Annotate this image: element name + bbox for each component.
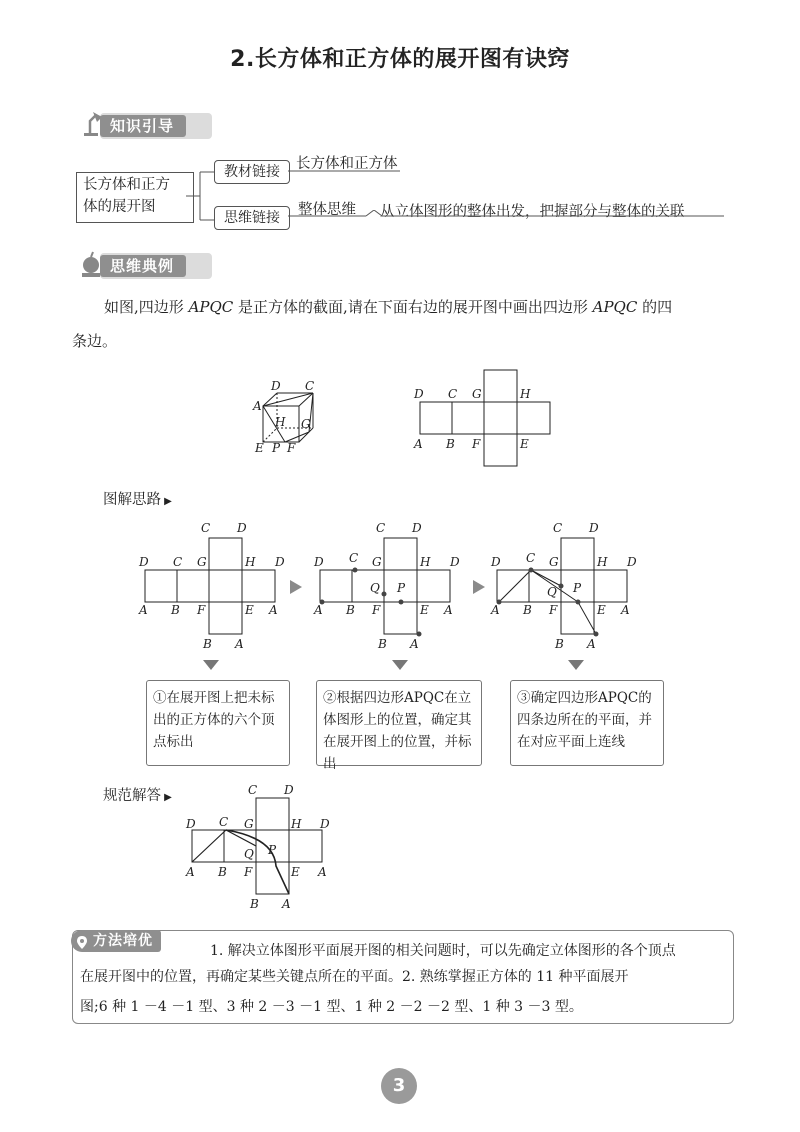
question-line1: 如图,四边形 APQC 是正方体的截面,请在下面右边的展开图中画出四边形 APQC 的四 xyxy=(104,298,673,316)
subhead-diagram: 图解思路 ▶ xyxy=(103,492,172,508)
svg-text:F: F xyxy=(244,865,253,879)
svg-text:B: B xyxy=(378,637,387,651)
svg-text:B: B xyxy=(218,865,227,879)
svg-text:Q: Q xyxy=(370,581,380,595)
svg-text:B: B xyxy=(523,603,532,617)
svg-text:C: C xyxy=(248,783,258,797)
svg-text:D: D xyxy=(491,555,501,569)
svg-text:Q: Q xyxy=(547,585,557,599)
svg-text:P: P xyxy=(397,581,406,595)
subhead-answer: 规范解答 ▶ xyxy=(103,788,172,804)
svg-text:D: D xyxy=(275,555,285,569)
mindmap-root xyxy=(76,172,194,223)
section-title-knowledge: 知识引导 xyxy=(100,115,186,137)
mindmap-branch2-detail: 从立体图形的整体出发，把握部分与整体的关联 xyxy=(380,204,685,220)
arrow-down-2 xyxy=(392,660,408,670)
svg-text:C: C xyxy=(526,551,536,565)
mindmap-branch1-label: 教材链接 xyxy=(214,160,290,184)
mindmap-branch2-label: 思维链接 xyxy=(214,206,290,230)
svg-text:D: D xyxy=(284,783,294,797)
svg-text:D: D xyxy=(320,817,330,831)
section-title-example: 思维典例 xyxy=(100,255,186,277)
svg-text:D: D xyxy=(186,817,196,831)
location-pin-icon xyxy=(77,934,87,946)
mindmap-branch1-text: 长方体和正方体 xyxy=(296,156,398,172)
arrow-down-1 xyxy=(203,660,219,670)
page-title: 2.长方体和正方体的展开图有诀窍 xyxy=(230,47,570,72)
svg-text:H: H xyxy=(520,387,531,401)
svg-text:A: A xyxy=(318,865,327,879)
diagram-nets xyxy=(135,518,785,658)
svg-text:B: B xyxy=(203,637,212,651)
cube-label-A: A xyxy=(253,399,262,413)
svg-text:B: B xyxy=(346,603,355,617)
svg-text:H: H xyxy=(291,817,302,831)
svg-text:A: A xyxy=(410,637,419,651)
mindmap-root-line2: 体的展开图 xyxy=(83,199,156,215)
svg-text:B: B xyxy=(171,603,180,617)
svg-text:A: A xyxy=(314,603,323,617)
svg-text:G: G xyxy=(244,817,254,831)
svg-text:G: G xyxy=(549,555,559,569)
svg-text:F: F xyxy=(472,437,481,451)
cube-figure xyxy=(245,378,335,458)
svg-text:H: H xyxy=(597,555,608,569)
step-box-2: ②根据四边形APQC在立体图形上的位置，确定其在展开图上的位置，并标出 xyxy=(316,680,482,766)
step-box-1: ①在展开图上把未标出的正方体的六个顶点标出 xyxy=(146,680,290,766)
cube-label-C: C xyxy=(305,379,315,393)
section-header-example xyxy=(78,253,238,279)
svg-text:E: E xyxy=(291,865,300,879)
method-line1: 1. 解决立体图形平面展开图的相关问题时，可以先确定立体图形的各个顶点 xyxy=(210,943,676,959)
svg-text:P: P xyxy=(268,843,277,857)
svg-text:D: D xyxy=(412,521,422,535)
mindmap-root-line1: 长方体和正方 xyxy=(83,177,170,193)
svg-text:H: H xyxy=(420,555,431,569)
svg-text:A: A xyxy=(491,603,500,617)
method-line3: 图;6 种 1 －4 －1 型、3 种 2 －3 －1 型、1 种 2 －2 －2 型、1 种 3 －3 型。 xyxy=(80,999,583,1015)
svg-text:C: C xyxy=(448,387,458,401)
svg-text:D: D xyxy=(414,387,424,401)
svg-text:A: A xyxy=(269,603,278,617)
mindmap-branch2-text: 整体思维 xyxy=(298,202,356,218)
step-box-3: ③确定四边形APQC的四条边所在的平面，并在对应平面上连线 xyxy=(510,680,664,766)
net-figure-blank xyxy=(410,368,560,470)
svg-text:H: H xyxy=(245,555,256,569)
svg-text:C: C xyxy=(553,521,563,535)
cube-label-D: D xyxy=(271,379,281,393)
svg-text:B: B xyxy=(250,897,259,911)
svg-text:A: A xyxy=(235,637,244,651)
svg-text:D: D xyxy=(139,555,149,569)
svg-text:A: A xyxy=(186,865,195,879)
svg-text:B: B xyxy=(555,637,564,651)
cube-label-P: P xyxy=(272,441,281,455)
cube-label-F: F xyxy=(287,441,296,455)
svg-text:G: G xyxy=(372,555,382,569)
svg-text:D: D xyxy=(450,555,460,569)
cube-label-G: G xyxy=(301,417,311,431)
arrow-down-3 xyxy=(568,660,584,670)
svg-text:A: A xyxy=(414,437,423,451)
svg-text:D: D xyxy=(589,521,599,535)
svg-text:Q: Q xyxy=(244,847,254,861)
arrow-right-2 xyxy=(473,580,485,594)
svg-text:A: A xyxy=(139,603,148,617)
svg-text:F: F xyxy=(197,603,206,617)
svg-text:F: F xyxy=(372,603,381,617)
answer-net xyxy=(178,782,338,916)
svg-text:C: C xyxy=(349,551,359,565)
mindmap-branch1-line xyxy=(288,170,408,176)
svg-text:D: D xyxy=(627,555,637,569)
svg-text:E: E xyxy=(245,603,254,617)
svg-text:C: C xyxy=(173,555,183,569)
svg-text:G: G xyxy=(472,387,482,401)
section-title-method: 方法培优 xyxy=(71,930,161,952)
section-header-knowledge xyxy=(78,113,238,139)
svg-text:C: C xyxy=(376,521,386,535)
svg-text:A: A xyxy=(444,603,453,617)
question-line2: 条边。 xyxy=(72,332,118,350)
svg-text:E: E xyxy=(520,437,529,451)
page-number: 3 xyxy=(381,1068,417,1104)
mindmap-branch2-line xyxy=(288,210,728,226)
cube-label-E: E xyxy=(255,441,264,455)
svg-text:F: F xyxy=(549,603,558,617)
svg-text:D: D xyxy=(237,521,247,535)
svg-text:B: B xyxy=(446,437,455,451)
svg-text:E: E xyxy=(597,603,606,617)
svg-text:E: E xyxy=(420,603,429,617)
svg-text:P: P xyxy=(573,581,582,595)
svg-text:D: D xyxy=(314,555,324,569)
cube-label-H: H xyxy=(275,415,286,429)
svg-text:A: A xyxy=(282,897,291,911)
svg-text:C: C xyxy=(201,521,211,535)
method-line2: 在展开图中的位置，再确定某些关键点所在的平面。2. 熟练掌握正方体的 11 种平面展开 xyxy=(80,969,629,985)
svg-text:G: G xyxy=(197,555,207,569)
svg-text:C: C xyxy=(219,815,229,829)
svg-text:A: A xyxy=(587,637,596,651)
svg-text:A: A xyxy=(621,603,630,617)
arrow-right-1 xyxy=(290,580,302,594)
